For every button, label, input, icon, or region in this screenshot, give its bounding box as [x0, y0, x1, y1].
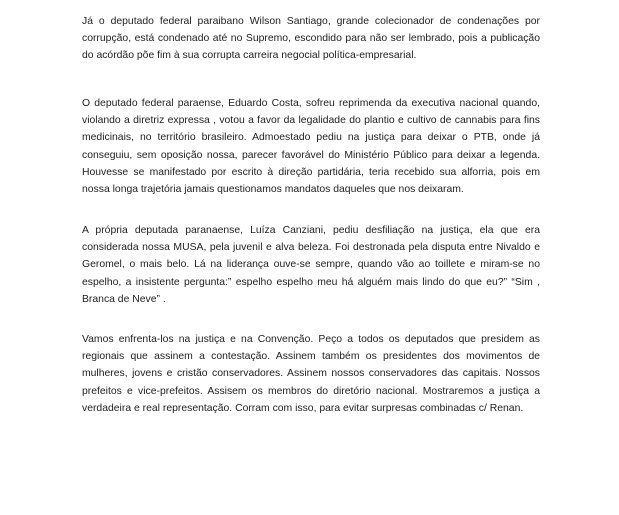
paragraph-luiza-canziani: A própria deputada paranaense, Luíza Canziani, pediu desfiliação na justiça, ela que era considerada nossa MUSA, pela juvenil e alva beleza. Foi destronada pela disputa entre Nivaldo e Geromel, o mais belo. Lá na liderança ouve-se sempre, quando vão ao toillete e miram-se no espelho, a insistente pergunta:” espelho espelho meu há alguém mais lindo do que eu?” “Sim , Branca de Neve” .: [82, 225, 540, 305]
paragraph-wilson-santiago: Já o deputado federal paraibano Wilson Santiago, grande colecionador de condenações por corrupção, está condenado até no Supremo, escondido para não ser lembrado, pois a publicação do acórdão põe fim à sua corrupta carreira negocial política-empresarial.: [82, 16, 540, 62]
paragraph-convencao: Vamos enfrenta-los na justiça e na Convenção. Peço a todos os deputados que presidem as regionais que assinem a contestação. Assinem também os presidentes dos movimentos de mulheres, jovens e cristão conservadores. Assinem nossos conservadores das capitais. Nossos prefeitos e vice-prefeitos. Assisem os membros do diretório nacional. Mostraremos a justiça a verdadeira e real representação. Corram com isso, para evitar surpresas combinadas c/ Renan.: [82, 334, 540, 414]
paragraph-eduardo-costa: O deputado federal paraense, Eduardo Costa, sofreu reprimenda da executiva nacional quando, violando a diretriz expressa , votou a favor da legalidade do plantio e cultivo de cannabis para fins medicinais, no território brasileiro. Admoestado pediu na justiça para deixar o PTB, onde já conseguiu, sem oposição nossa, parecer favorável do Ministério Público para deixar a legenda. Houvesse se manifestado por escrito à direção partidária, teria recebido sua alforria, pois em nossa longa trajetória jamais questionamos mandatos daqueles que nos deixaram.: [82, 98, 540, 196]
